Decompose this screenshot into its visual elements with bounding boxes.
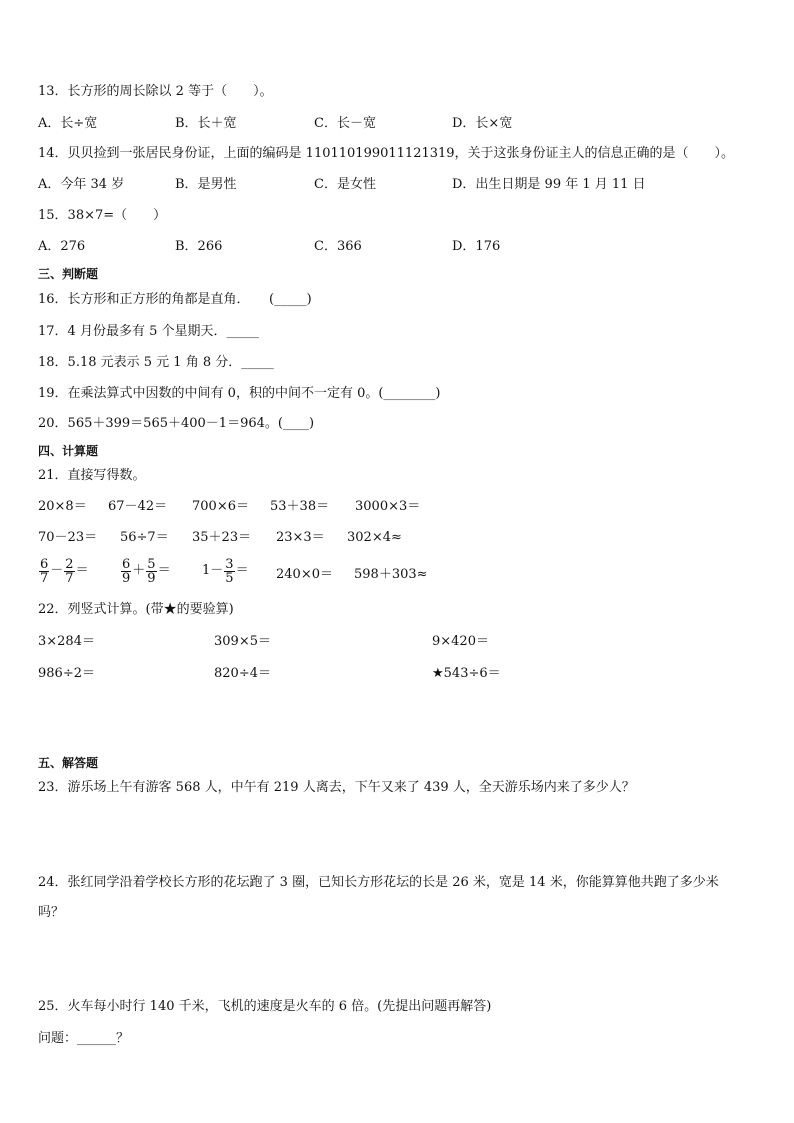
question-18: 18．5.18 元表示 5 元 1 角 8 分．_____: [38, 355, 274, 370]
question-25-prompt: 问题：______？: [38, 1031, 130, 1046]
question-22-stem: 22．列竖式计算。(带★的要验算): [38, 602, 234, 617]
q14-option-c: C．是女性: [314, 177, 376, 192]
q21-fraction-expr-3: [202, 557, 249, 586]
question-20: 20．565＋399＝565＋400－1＝964。(____): [38, 416, 315, 431]
operator: ＋: [132, 563, 146, 578]
q15-option-c: C．366: [314, 239, 362, 254]
section-4-heading: 四、计算题: [38, 444, 99, 458]
q22-expr: 820÷4＝: [214, 666, 271, 681]
question-21-stem: 21．直接写得数。: [38, 468, 146, 483]
q21-expr: 23×3＝: [276, 530, 325, 545]
section-5-heading: 五、解答题: [38, 756, 99, 770]
prefix: 1－: [202, 563, 224, 578]
question-17: 17．4 月份最多有 5 个星期天．_____: [38, 324, 259, 339]
q21-expr: 53＋38＝: [270, 499, 330, 514]
q21-expr: 598＋303≈: [354, 567, 428, 582]
q22-expr: ★543÷6＝: [432, 666, 501, 681]
question-25-stem: 25．火车每小时行 140 千米，飞机的速度是火车的 6 倍。(先提出问题再解答): [38, 999, 492, 1014]
q21-expr: 35＋23＝: [192, 530, 252, 545]
q22-expr: 9×420＝: [432, 634, 489, 649]
question-16: 16．长方形和正方形的角都是直角． (_____): [38, 292, 312, 307]
denominator: 5: [225, 570, 234, 586]
question-24-line-2: 吗？: [38, 905, 65, 920]
numerator: 6: [40, 556, 49, 572]
q21-expr: 302×4≈: [347, 530, 402, 545]
q15-option-a: A．276: [38, 239, 86, 254]
q15-option-b: B．266: [175, 239, 223, 254]
q22-expr: 309×5＝: [214, 634, 271, 649]
q14-option-d: D．出生日期是 99 年 1 月 11 日: [452, 177, 646, 192]
denominator: 9: [122, 570, 131, 586]
q21-expr: 240×0＝: [276, 567, 333, 582]
q21-expr: 67－42＝: [108, 499, 168, 514]
question-23: 23．游乐场上午有游客 568 人，中午有 219 人离去，下午又来了 439 人，全天游乐场内来了多少人？: [38, 780, 635, 795]
question-15-stem: 15．38×7=（ ）: [38, 208, 167, 223]
numerator: 5: [147, 556, 156, 572]
numerator: 3: [225, 556, 234, 572]
denominator: 9: [147, 570, 156, 586]
q14-option-a: A．今年 34 岁: [38, 177, 125, 192]
equals: ＝: [75, 563, 89, 578]
q21-expr: 70－23＝: [38, 530, 98, 545]
denominator: 7: [40, 570, 49, 586]
q21-expr: 700×6＝: [192, 499, 249, 514]
numerator: 2: [65, 556, 74, 572]
q13-option-c: C．长－宽: [314, 116, 376, 131]
operator: －: [50, 563, 64, 578]
numerator: 6: [122, 556, 131, 572]
q14-option-b: B．是男性: [175, 177, 237, 192]
q21-expr: 3000×3＝: [355, 499, 421, 514]
q13-option-a: A．长÷宽: [38, 116, 98, 131]
q21-fraction-expr-1: [38, 557, 89, 586]
q13-option-b: B．长＋宽: [175, 116, 237, 131]
section-3-heading: 三、判断题: [38, 267, 99, 281]
question-24-line-1: 24．张红同学沿着学校长方形的花坛跑了 3 圈，已知长方形花坛的长是 26 米，宽是 14 米，你能算算他共跑了多少米: [38, 875, 719, 890]
question-13-stem: 13．长方形的周长除以 2 等于（ ）。: [38, 84, 273, 99]
denominator: 7: [65, 570, 74, 586]
equals: ＝: [157, 563, 171, 578]
q15-option-d: D．176: [452, 239, 501, 254]
equals: ＝: [235, 563, 249, 578]
q21-expr: 56÷7＝: [120, 530, 169, 545]
question-19: 19．在乘法算式中因数的中间有 0，积的中间不一定有 0。(________): [38, 386, 441, 401]
q22-expr: 3×284＝: [38, 634, 95, 649]
question-14-stem: 14．贝贝捡到一张居民身份证，上面的编码是 110110199011121319，关于这张身份证主人的信息正确的是（ ）。: [38, 146, 735, 161]
q21-expr: 20×8＝: [38, 499, 87, 514]
q13-option-d: D．长×宽: [452, 116, 513, 131]
q21-fraction-expr-2: [120, 557, 171, 586]
q22-expr: 986÷2＝: [38, 666, 95, 681]
